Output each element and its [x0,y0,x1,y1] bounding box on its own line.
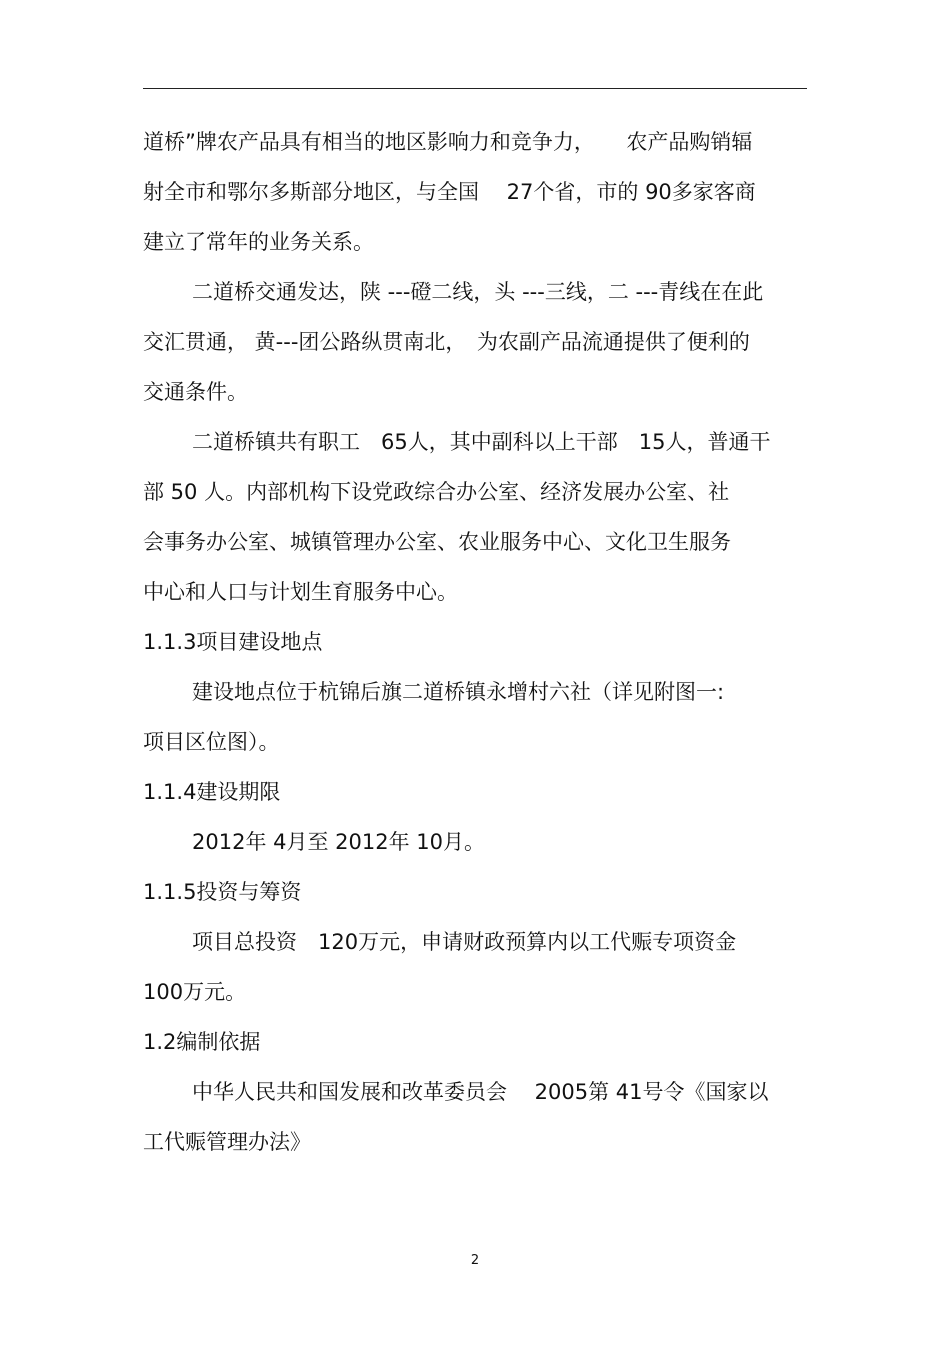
paragraph-start: 二道桥交通发达，陕 ---磴二线，头 ---三线，二 ---青线在在此 [192,280,764,304]
body-line: 交汇贯通， 黄---团公路纵贯南北， 为农副产品流通提供了便利的 [143,330,750,354]
body-line: 中心和人口与计划生育服务中心。 [143,580,458,604]
body-line: 射全市和鄂尔多斯部分地区，与全国 27个省，市的 90多家客商 [143,180,756,204]
section-heading: 1.1.3项目建设地点 [143,630,323,654]
body-line: 工代赈管理办法》 [143,1130,311,1154]
body-line: 项目区位图）。 [143,730,280,754]
section-heading: 1.2编制依据 [143,1030,261,1054]
paragraph-start: 中华人民共和国发展和改革委员会 2005第 41号令《国家以 [192,1080,769,1104]
body-line: 交通条件。 [143,380,248,404]
section-heading: 1.1.4建设期限 [143,780,281,804]
paragraph-start: 2012年 4月至 2012年 10月。 [192,830,485,854]
header-rule [143,88,807,89]
paragraph-start: 项目总投资 120万元，申请财政预算内以工代赈专项资金 [192,930,737,954]
body-line: 100万元。 [143,980,247,1004]
body-line: 会事务办公室、城镇管理办公室、农业服务中心、文化卫生服务 [143,530,731,554]
page-number: 2 [470,1253,480,1268]
body-line: 建立了常年的业务关系。 [143,230,374,254]
body-line: 道桥”牌农产品具有相当的地区影响力和竞争力， 农产品购销辐 [143,130,753,154]
paragraph-start: 建设地点位于杭锦后旗二道桥镇永增村六社（详见附图一: [192,680,725,704]
paragraph-start: 二道桥镇共有职工 65人，其中副科以上干部 15人，普通干 [192,430,771,454]
body-line: 部 50 人。内部机构下设党政综合办公室、经济发展办公室、社 [143,480,730,504]
section-heading: 1.1.5投资与筹资 [143,880,302,904]
